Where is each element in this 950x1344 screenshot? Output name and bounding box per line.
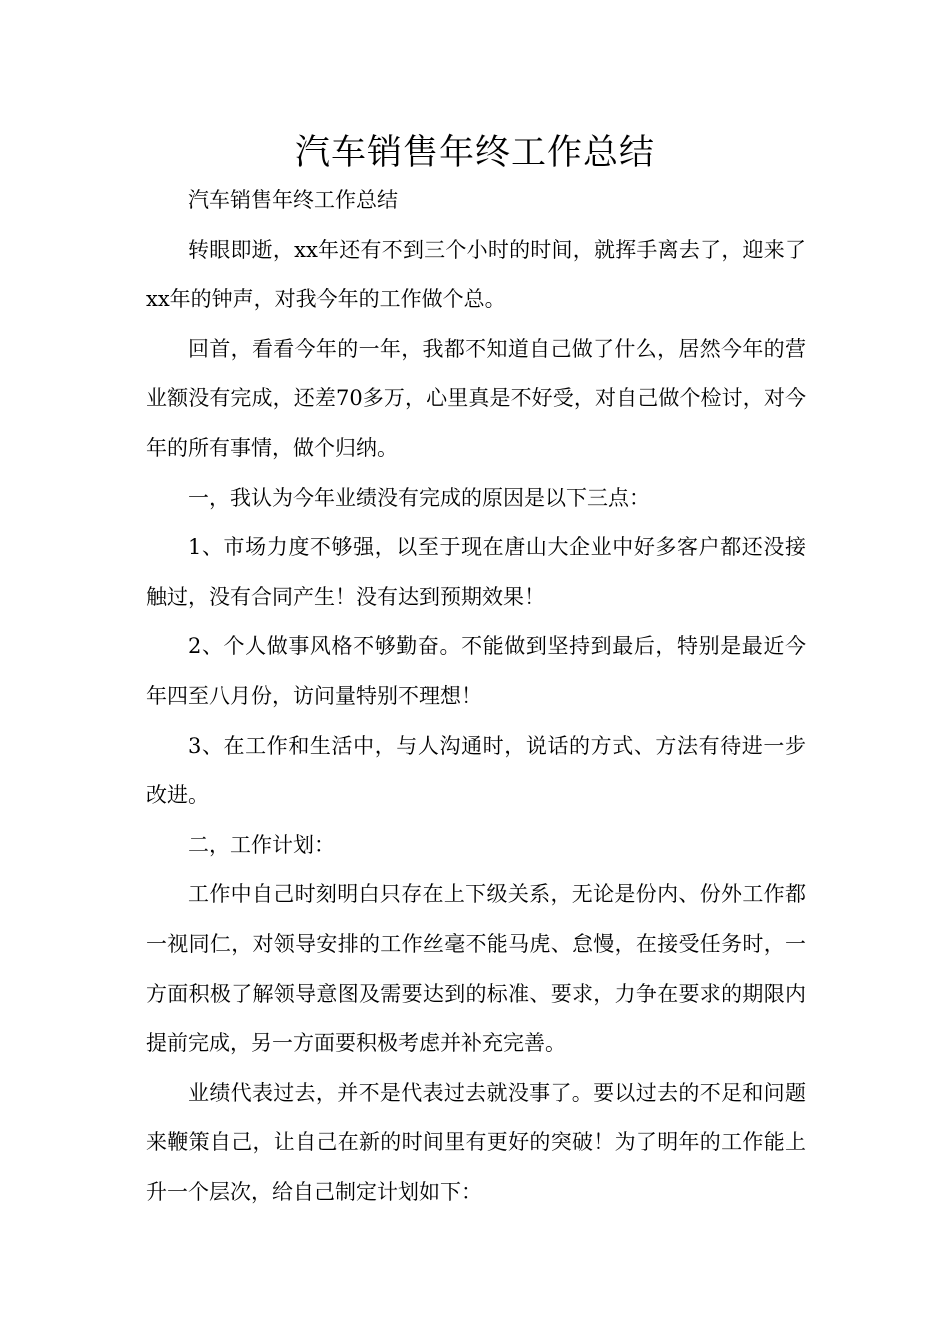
section-heading-plan: 二，工作计划： [188, 832, 335, 857]
paragraph-subtitle: 汽车销售年终工作总结 [188, 188, 398, 212]
paragraph-plan-attitude: 工作中自己时刻明白只存在上下级关系，无论是份内、份外工作都一视同仁，对领导安排的工作丝毫不能马虎、怠慢，在接受任务时，一方面积极了解领导意图及需要达到的标准、要求，力争在要求的期限内提前完成，另一方面要积极考虑并补充完善。 [146, 882, 806, 1056]
paragraph-reason-2: 2、个人做事风格不够勤奋。不能做到坚持到最后，特别是最近今年四至八月份，访问量特别不理想！ [146, 634, 806, 708]
paragraph-plan-intro: 业绩代表过去，并不是代表过去就没事了。要以过去的不足和问题来鞭策自己，让自己在新的时间里有更好的突破！为了明年的工作能上升一个层次，给自己制定计划如下： [146, 1080, 806, 1204]
document-body [146, 176, 806, 1217]
paragraph-reason-3: 3、在工作和生活中，与人沟通时，说话的方式、方法有待进一步改进。 [146, 733, 806, 808]
paragraph-review: 回首，看看今年的一年，我都不知道自己做了什么，居然今年的营业额没有完成，还差70多万，心里真是不好受，对自己做个检讨，对今年的所有事情，做个归纳。 [146, 336, 806, 460]
document-title: 汽车销售年终工作总结 [294, 133, 655, 173]
paragraph-intro: 转眼即逝，xx年还有不到三个小时的时间，就挥手离去了，迎来了xx年的钟声，对我今年的工作做个总。 [146, 237, 806, 312]
section-heading-reasons: 一，我认为今年业绩没有完成的原因是以下三点： [188, 485, 650, 510]
paragraph-reason-1: 1、市场力度不够强，以至于现在唐山大企业中好多客户都还没接触过，没有合同产生！没有达到预期效果！ [146, 535, 806, 609]
